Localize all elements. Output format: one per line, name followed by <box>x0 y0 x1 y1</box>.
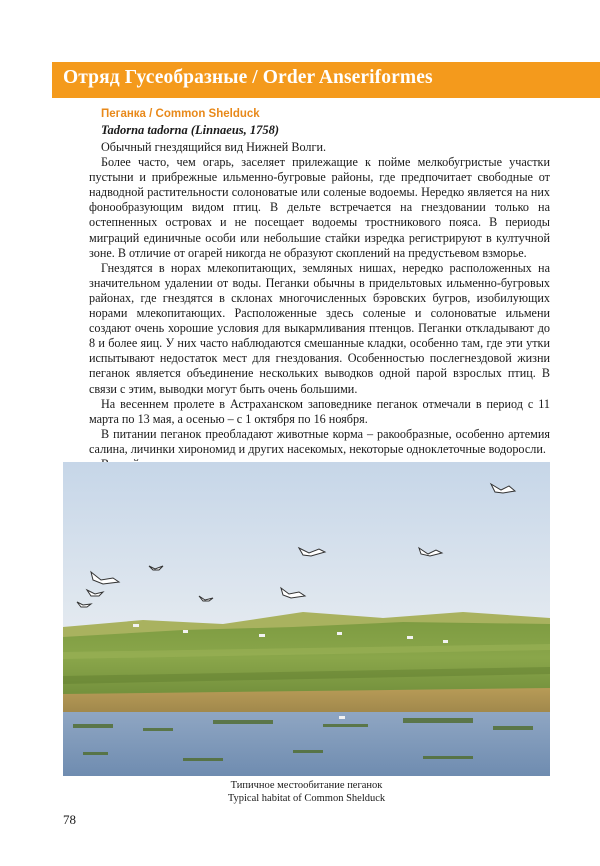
bird <box>183 630 188 633</box>
page-number: 78 <box>63 812 76 827</box>
species-latin-name: Tadorna tadorna (Linnaeus, 1758) <box>101 123 280 137</box>
caption-ru: Типичное местообитание пеганок <box>230 780 383 791</box>
bird <box>339 716 345 719</box>
habitat-photo <box>63 462 550 776</box>
bird <box>133 624 139 627</box>
bird <box>443 640 448 643</box>
paragraph: На весеннем пролете в Астраханском заповеднике пеганок отмечали в период с 11 марта по 13 мая, а осенью – с 1 октября по 16 ноября. <box>89 396 550 426</box>
bird <box>407 636 413 639</box>
bird <box>259 634 265 637</box>
chapter-header-bar <box>52 62 600 98</box>
bird <box>337 632 342 635</box>
photo-caption <box>63 780 550 805</box>
paragraph: Гнездятся в норах млекопитающих, земляных нишах, нередко расположенных на значительном удалении от воды. Пеганки обычны в придельтовых ильменно-бугровых районах, где гнездятся в склонах многочисленных бэровских бугров, изобилующих норами млекопитающих. Расположенные здесь соленые и солоноватые ильмени создают очень хорошие условия для выкармливания птенцов. Пеганки откладывают до 8 и более яиц. У них часто наблюдаются смешанные кладки, особенно там, где эти утки испытывают недостаток мест для гнездования. Особенностью послегнездовой жизни пеганок является объединение нескольких выводков одной парой взрослых птиц. В связи с этим, выводки могут быть очень большими. <box>89 260 550 396</box>
article-body <box>89 140 550 487</box>
paragraph: Обычный гнездящийся вид Нижней Волги. <box>101 140 327 154</box>
paragraph: В питании пеганок преобладают животные корма – ракообразные, особенно артемия салина, личинки хирономид и других насекомых, некоторые одноклеточные водоросли. <box>89 426 550 456</box>
paragraph: Более часто, чем огарь, заселяет прилежащие к пойме мелкобугристые участки пустыни и прибрежные ильменно-бугровые районы, где предпочитает свободные от надводной растительности солоноватые или соленые водоемы. Нередко является на них фонообразующим видом птиц. В дельте встречается на гнездовании только на остепненных островах и не посещает водоемы тростникового пояса. В периоды миграций единичные особи или небольшие стайки изредка регистрируют в култучной зоне. В отличие от огарей никогда не образуют скоплений на предустьевом взморье. <box>89 155 550 260</box>
water <box>63 712 550 776</box>
chapter-title: Отряд Гусеобразные / Order Anseriformes <box>63 67 433 88</box>
caption-en: Typical habitat of Common Shelduck <box>227 792 386 804</box>
sky <box>63 462 550 632</box>
species-name: Пеганка / Common Shelduck <box>101 108 260 120</box>
